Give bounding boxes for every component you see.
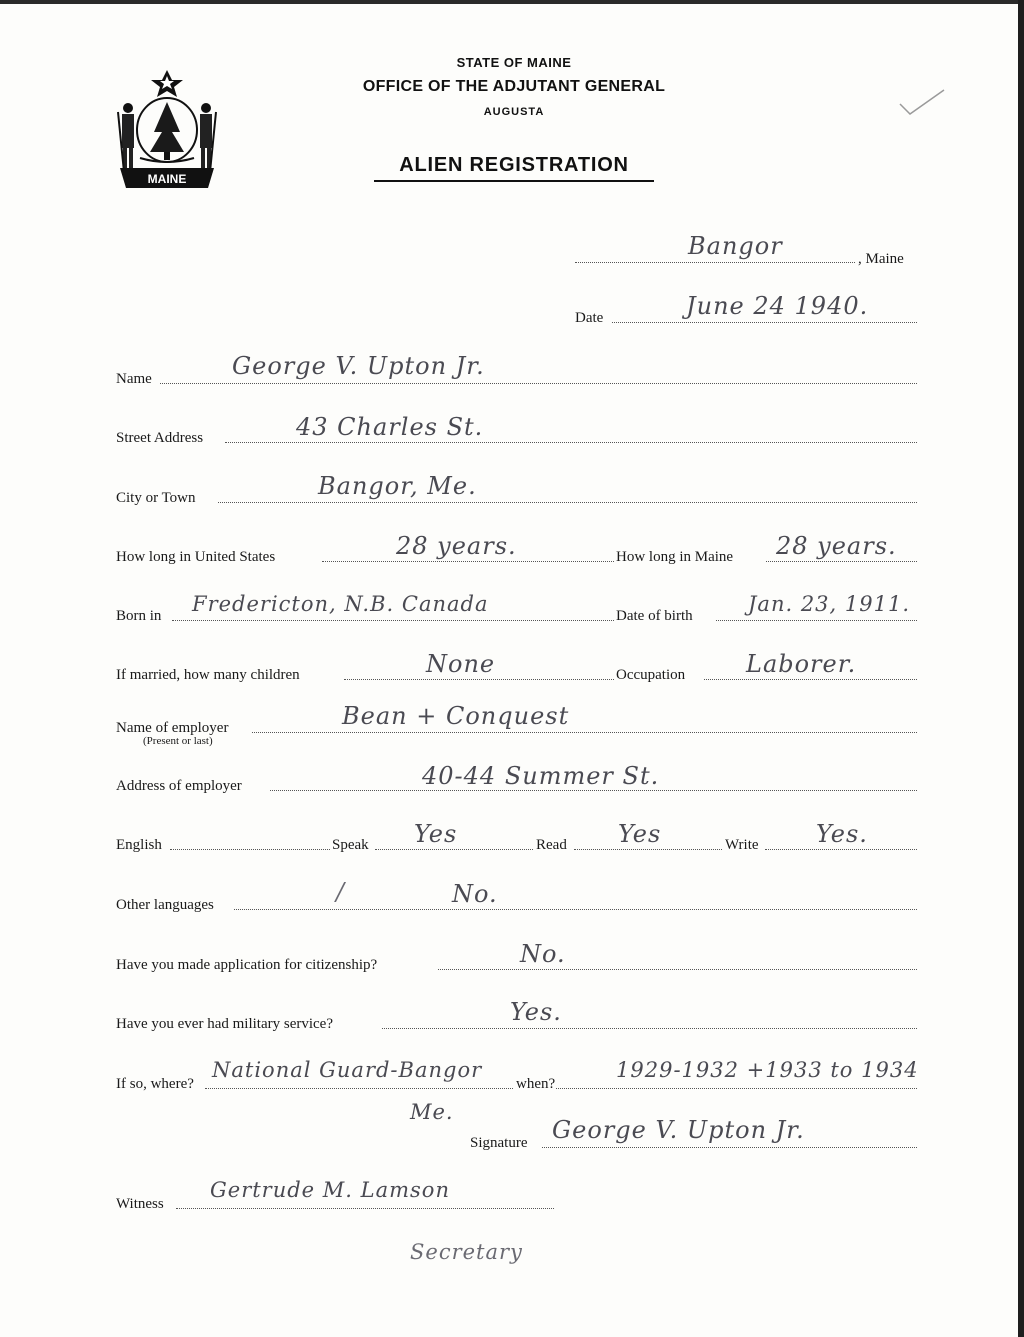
how-long-maine-field-line <box>766 561 917 562</box>
citizenship-value: No. <box>520 940 566 968</box>
town-value: Bangor <box>688 232 783 260</box>
signature-field-line <box>542 1147 917 1148</box>
born-in-value: Fredericton, N.B. Canada <box>192 592 489 616</box>
write-value: Yes. <box>816 820 868 848</box>
children-value: None <box>426 650 496 678</box>
english-field-line <box>170 849 330 850</box>
header-office: OFFICE OF THE ADJUTANT GENERAL <box>362 78 666 95</box>
city-or-town-label: City or Town <box>116 490 196 506</box>
english-label: English <box>116 837 162 853</box>
name-field-line <box>160 383 917 384</box>
when-value: 1929-1932 +1933 to 1934 <box>616 1058 919 1082</box>
born-in-field-line <box>172 620 614 621</box>
date-label: Date <box>575 310 604 326</box>
town-field-line <box>575 262 855 263</box>
employer-address-field-line <box>270 790 917 791</box>
form-title: ALIEN REGISTRATION <box>399 154 629 176</box>
date-value: June 24 1940. <box>686 292 869 320</box>
citizenship-label: Have you made application for citizenship? <box>116 957 378 973</box>
military-value: Yes. <box>510 998 562 1026</box>
witness-field-line <box>176 1208 554 1209</box>
when-field-line <box>556 1088 917 1089</box>
maine-label: , Maine <box>858 251 904 267</box>
occupation-field-line <box>704 679 917 680</box>
street-address-field-line <box>225 442 917 443</box>
citizenship-field-line <box>438 969 917 970</box>
other-languages-label: Other languages <box>116 897 214 913</box>
born-in-label: Born in <box>116 608 162 624</box>
other-languages-value: No. <box>452 880 498 908</box>
occupation-value: Laborer. <box>746 650 857 678</box>
signature-label: Signature <box>470 1135 528 1151</box>
maine-state-seal-icon <box>114 68 220 190</box>
how-long-us-label: How long in United States <box>116 549 276 565</box>
header-state: STATE OF MAINE <box>456 55 572 70</box>
check-mark-icon <box>896 86 948 118</box>
date-field-line <box>612 322 917 323</box>
speak-label: Speak <box>332 837 369 853</box>
employer-address-label: Address of employer <box>116 778 242 794</box>
children-field-line <box>344 679 614 680</box>
read-label: Read <box>536 837 567 853</box>
city-value: Bangor, Me. <box>318 472 477 500</box>
where-value-continued: Me. <box>410 1100 454 1124</box>
speak-field-line <box>375 849 533 850</box>
speak-value: Yes <box>414 820 458 848</box>
employer-address-value: 40-44 Summer St. <box>422 762 660 790</box>
street-address-value: 43 Charles St. <box>296 413 484 441</box>
employer-name-field-line <box>252 732 917 733</box>
write-field-line <box>765 849 917 850</box>
signature-value: George V. Upton Jr. <box>552 1116 805 1144</box>
military-label: Have you ever had military service? <box>116 1016 333 1032</box>
witness-title: Secretary <box>410 1240 523 1264</box>
when-label: when? <box>516 1076 556 1092</box>
read-value: Yes <box>618 820 662 848</box>
where-value: National Guard-Bangor <box>212 1058 483 1082</box>
children-label: If married, how many children <box>116 667 300 683</box>
other-languages-mark: / <box>336 878 346 906</box>
employer-name-label: Name of employer <box>116 720 229 736</box>
witness-value: Gertrude M. Lamson <box>210 1178 450 1202</box>
name-label: Name <box>116 371 152 387</box>
how-long-us-field-line <box>322 561 614 562</box>
how-long-maine-value: 28 years. <box>776 532 897 560</box>
street-address-label: Street Address <box>116 430 204 446</box>
seal-banner-text: MAINE <box>147 172 187 186</box>
date-of-birth-value: Jan. 23, 1911. <box>748 592 911 616</box>
read-field-line <box>574 849 722 850</box>
employer-name-value: Bean + Conquest <box>342 702 570 730</box>
how-long-maine-label: How long in Maine <box>616 549 734 565</box>
if-so-where-label: If so, where? <box>116 1076 194 1092</box>
date-of-birth-label: Date of birth <box>616 608 693 624</box>
witness-label: Witness <box>116 1196 164 1212</box>
name-value: George V. Upton Jr. <box>232 352 485 380</box>
header-city: AUGUSTA <box>483 106 545 118</box>
date-of-birth-field-line <box>716 620 917 621</box>
city-field-line <box>218 502 917 503</box>
employer-name-sublabel: (Present or last) <box>143 735 213 747</box>
scan-edge-right <box>1018 0 1024 1337</box>
other-languages-field-line <box>234 909 917 910</box>
write-label: Write <box>725 837 759 853</box>
title-underline <box>374 180 654 182</box>
how-long-us-value: 28 years. <box>396 532 517 560</box>
scan-edge-top <box>0 0 1024 4</box>
occupation-label: Occupation <box>616 667 686 683</box>
where-field-line <box>205 1088 513 1089</box>
military-field-line <box>382 1028 917 1029</box>
